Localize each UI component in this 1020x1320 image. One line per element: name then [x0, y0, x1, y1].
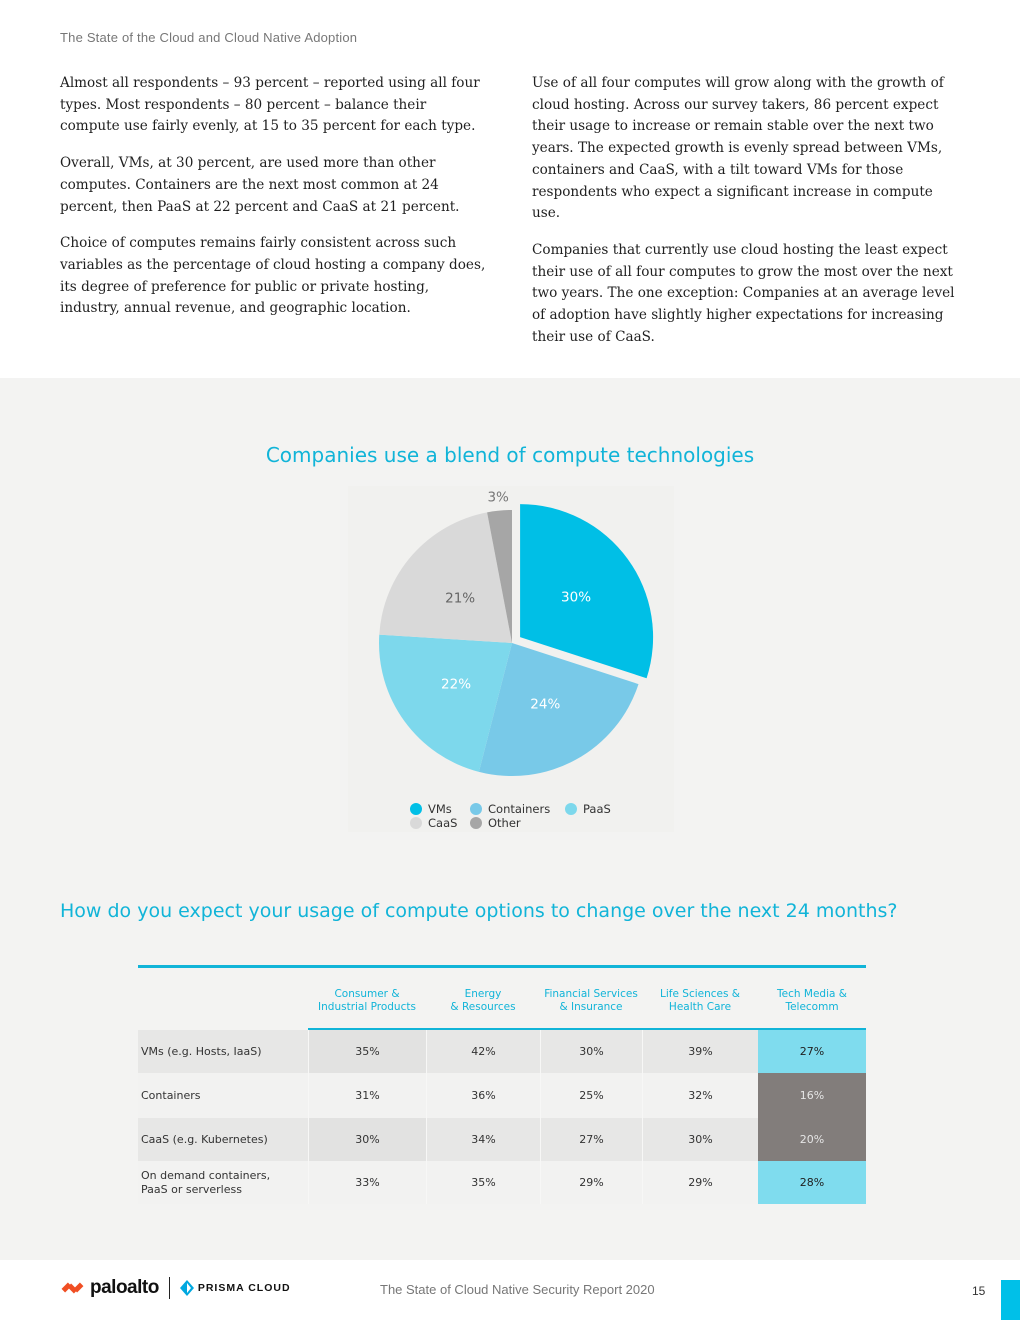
legend-label: Containers [488, 802, 551, 816]
pie-label-containers: 24% [530, 696, 561, 713]
logo-divider [169, 1277, 170, 1299]
footer-report-title: The State of Cloud Native Security Report 2020 [380, 1282, 655, 1297]
column-header: Life Sciences & Health Care [660, 988, 740, 1013]
row-label: Containers [138, 1073, 308, 1118]
chart-title: Companies use a blend of compute technologies [265, 443, 755, 467]
pie-chart [348, 486, 674, 832]
legend-item-other [470, 816, 521, 830]
pie-label-paas: 22% [441, 676, 472, 693]
row-label: VMs (e.g. Hosts, IaaS) [138, 1030, 308, 1073]
table-cell: 33% [308, 1161, 426, 1204]
table-cell: 30% [642, 1118, 758, 1161]
prisma-logo-icon [180, 1280, 194, 1296]
table-cell: 28% [758, 1161, 866, 1204]
pie-label-caas: 21% [445, 590, 476, 607]
row-label: CaaS (e.g. Kubernetes) [138, 1118, 308, 1161]
table-cell: 35% [426, 1161, 540, 1204]
table-cell: 20% [758, 1118, 866, 1161]
running-head: The State of the Cloud and Cloud Native Adoption [60, 30, 358, 45]
paloalto-logo-icon [60, 1278, 86, 1298]
table-cell: 29% [540, 1161, 642, 1204]
table-cell: 34% [426, 1118, 540, 1161]
footer-logo [60, 1277, 291, 1299]
table-cell: 30% [308, 1118, 426, 1161]
table-cell: 27% [758, 1030, 866, 1073]
legend-swatch [470, 803, 482, 815]
legend-swatch [470, 817, 482, 829]
table-cell: 39% [642, 1030, 758, 1073]
left-column [60, 73, 488, 335]
data-table [138, 965, 866, 1204]
page-number: 15 [972, 1284, 986, 1298]
column-header: Consumer & Industrial Products [318, 988, 416, 1013]
table-cell: 31% [308, 1073, 426, 1118]
table-cell: 35% [308, 1030, 426, 1073]
legend-label: CaaS [428, 816, 458, 830]
table-cell: 25% [540, 1073, 642, 1118]
table-row [138, 1161, 866, 1204]
table-cell: 36% [426, 1073, 540, 1118]
legend-swatch [565, 803, 577, 815]
column-header: Tech Media & Telecomm [777, 988, 847, 1013]
row-label: On demand containers, PaaS or serverless [138, 1161, 308, 1204]
paragraph: Companies that currently use cloud hosting the least expect their use of all four computes to grow the most over the next two years. The one exception: Companies at an average level of adoption have slightly higher expectations for increasing their use of CaaS. [532, 241, 955, 345]
pie-chart-svg [348, 486, 674, 832]
paragraph: Choice of computes remains fairly consistent across such variables as the percentage of cloud hosting a company does, its degree of preference for public or private hosting, industry, annual revenue, and geographic location. [60, 235, 486, 317]
right-column [532, 73, 960, 363]
table-row [138, 1030, 866, 1073]
table-cell: 27% [540, 1118, 642, 1161]
table-row [138, 1073, 866, 1118]
table-body [138, 1030, 866, 1204]
table-cell: 32% [642, 1073, 758, 1118]
table-cell: 29% [642, 1161, 758, 1204]
chart-legend [410, 802, 670, 830]
legend-row [410, 816, 670, 830]
page-tab [1001, 1280, 1020, 1320]
paragraph: Use of all four computes will grow along with the growth of cloud hosting. Across our survey takers, 86 percent expect their usage to increase or remain stable over the next two years. The expected growth is evenly spread between VMs, containers and CaaS, with a tilt toward VMs for those respondents who expect a significant increase in compute use. [532, 75, 944, 222]
column-header: Financial Services & Insurance [544, 988, 638, 1013]
legend-item-vms [410, 802, 452, 816]
legend-item-caas [410, 816, 457, 830]
table-header [138, 968, 866, 1028]
table-row [138, 1118, 866, 1161]
legend-swatch [410, 803, 422, 815]
paragraph: Almost all respondents – 93 percent – reported using all four types. Most respondents – 80 percent – balance their compute use fairly evenly, at 15 to 35 percent for each type. [60, 75, 480, 135]
table-title: How do you expect your usage of compute options to change over the next 24 months? [60, 900, 898, 922]
legend-label: VMs [428, 802, 452, 816]
legend-row [410, 802, 670, 816]
legend-swatch [410, 817, 422, 829]
legend-item-containers [470, 802, 550, 816]
brand-name: paloalto [90, 1277, 159, 1298]
legend-item-paas [565, 802, 611, 816]
paragraph: Overall, VMs, at 30 percent, are used more than other computes. Containers are the next most common at 24 percent, then PaaS at 22 percent and CaaS at 21 percent. [60, 155, 460, 215]
legend-label: PaaS [583, 802, 611, 816]
legend-label: Other [488, 816, 521, 830]
table-cell: 16% [758, 1073, 866, 1118]
brand-sub: PRISMA CLOUD [197, 1282, 291, 1294]
pie-label-other: 3% [487, 489, 509, 506]
column-header: Energy & Resources [450, 988, 516, 1013]
table-cell: 42% [426, 1030, 540, 1073]
pie-label-vms: 30% [561, 589, 592, 606]
table-cell: 30% [540, 1030, 642, 1073]
